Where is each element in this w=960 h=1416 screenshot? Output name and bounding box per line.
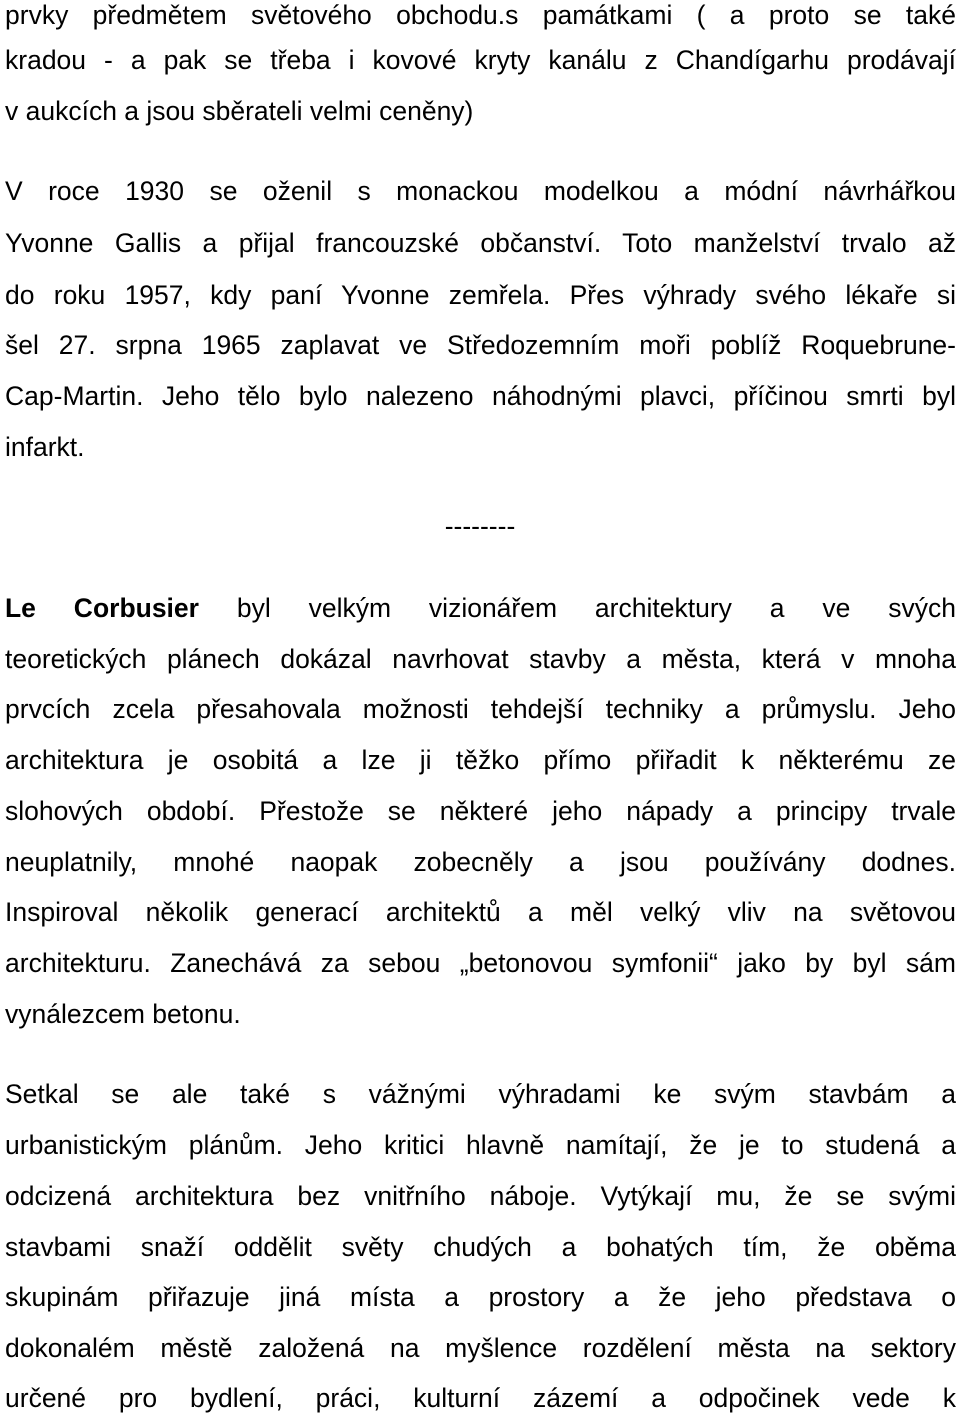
text-line: prvcích zcela přesahovala možnosti tehdejší techniky a průmyslu. Jeho	[5, 694, 956, 724]
text-line: architekturu. Zanechává za sebou „betonovou symfonii“ jako by byl sám	[5, 948, 956, 978]
text-line: skupinám přiřazuje jiná místa a prostory a že jeho představa o	[5, 1282, 956, 1312]
text-line: v aukcích a jsou sběrateli velmi ceněny)	[5, 96, 474, 126]
text-line: šel 27. srpna 1965 zaplavat ve Středozemním moři poblíž Roquebrune-	[5, 330, 956, 360]
text-line: vynálezcem betonu.	[5, 999, 241, 1029]
text-line: neuplatnily, mnohé naopak zobecněly a jsou používány dodnes.	[5, 847, 956, 877]
text-line: Inspiroval několik generací architektů a měl velký vliv na světovou	[5, 897, 956, 927]
text-line: Setkal se ale také s vážnými výhradami ke svým stavbám a	[5, 1079, 956, 1109]
text-line: V roce 1930 se oženil s monackou modelkou a módní návrhářkou	[5, 176, 956, 206]
text-line: kradou - a pak se třeba i kovové kryty kanálu z Chandígarhu prodávají	[5, 45, 956, 75]
text-line: Yvonne Gallis a přijal francouzské občanství. Toto manželství trvalo až	[5, 228, 956, 258]
text-line: urbanistickým plánům. Jeho kritici hlavně namítají, že je to studená a	[5, 1130, 956, 1160]
text-line: určené pro bydlení, práci, kulturní zázemí a odpočinek vede k	[5, 1383, 956, 1413]
text-line: odcizená architektura bez vnitřního náboje. Vytýkají mu, že se svými	[5, 1181, 956, 1211]
text-line: architektura je osobitá a lze ji těžko přímo přiřadit k některému ze	[5, 745, 956, 775]
text-span: byl velkým vizionářem architektury a ve svých	[198, 593, 956, 623]
text-line: teoretických plánech dokázal navrhovat stavby a města, která v mnoha	[5, 644, 956, 674]
text-line: prvky předmětem světového obchodu.s památkami ( a proto se také	[5, 0, 956, 30]
text-line: infarkt.	[5, 432, 85, 462]
text-line: dokonalém městě založená na myšlence rozdělení města na sektory	[5, 1333, 956, 1363]
text-line: slohových období. Přestože se některé jeho nápady a principy trvale	[5, 796, 956, 826]
text-line: do roku 1957, kdy paní Yvonne zemřela. Přes výhrady svého lékaře si	[5, 280, 956, 310]
text-line: Cap-Martin. Jeho tělo bylo nalezeno náhodnými plavci, příčinou smrti byl	[5, 381, 956, 411]
bold-name: Le Corbusier	[5, 593, 199, 623]
text-line	[5, 593, 956, 623]
section-separator: --------	[444, 511, 516, 541]
text-line: stavbami snaží oddělit světy chudých a bohatých tím, že oběma	[5, 1232, 956, 1262]
